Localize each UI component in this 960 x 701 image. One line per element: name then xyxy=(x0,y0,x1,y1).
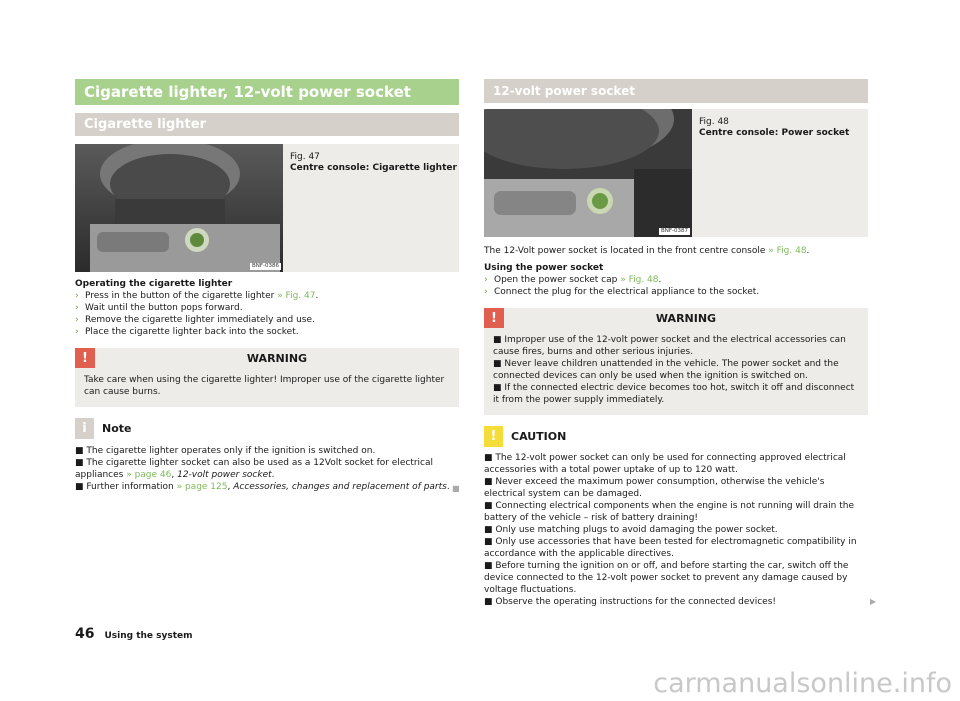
warning-icon: ! xyxy=(75,348,95,368)
warning-label: WARNING xyxy=(246,351,308,365)
chevron-icon: › xyxy=(75,303,79,313)
step-tail: . xyxy=(658,275,662,285)
note-item-3 xyxy=(75,481,459,493)
step-2 xyxy=(75,302,459,314)
caution-item: ■ Only use accessories that have been tested for electromagnetic compatibility in accordance with the applicable directives. xyxy=(484,537,857,559)
figure-48-number: Fig. 48 xyxy=(699,117,729,127)
figure-47-title: Centre console: Cigarette lighter xyxy=(290,163,457,173)
subsection-title-power-socket: 12-volt power socket xyxy=(484,79,868,103)
subsection-title-cigarette-lighter: Cigarette lighter xyxy=(75,113,459,136)
step-text: Connect the plug for the electrical appliance to the socket. xyxy=(494,287,760,297)
operating-heading: Operating the cigarette lighter xyxy=(75,279,233,289)
caution-item: ■ Connecting electrical components when the engine is not running will drain the battery of the vehicle – risk of battery draining! xyxy=(484,501,854,523)
warning-box-right xyxy=(484,308,868,415)
continue-arrow-icon: ▶ xyxy=(870,597,877,606)
warning-icon: ! xyxy=(484,308,504,328)
caution-item: ■ Never exceed the maximum power consumption, otherwise the vehicle's electrical system can be damaged. xyxy=(484,477,825,499)
figure-47 xyxy=(75,144,459,272)
note-italic: 12-volt power socket xyxy=(177,470,272,480)
left-column xyxy=(75,79,459,493)
fig-link[interactable]: » Fig. 48 xyxy=(768,246,807,256)
step-text: Press in the button of the cigarette lighter xyxy=(85,291,278,301)
chevron-icon: › xyxy=(75,315,79,325)
step-4 xyxy=(75,326,459,338)
page-link[interactable]: » page 125 xyxy=(176,482,228,492)
warning-item: ■ Never leave children unattended in the vehicle. The power socket and the connected devices can only be used when the ignition is switched on. xyxy=(493,359,839,381)
using-heading: Using the power socket xyxy=(484,263,604,273)
warning-list xyxy=(484,328,868,415)
note-label: Note xyxy=(102,421,132,435)
note-text: ■ Further information xyxy=(75,482,177,492)
right-column xyxy=(484,79,868,608)
note-text: ■ The cigarette lighter socket can also be used as a 12Volt socket for electrical appliances xyxy=(75,458,434,480)
chevron-icon: › xyxy=(484,275,488,285)
caution-item: ■ Before turning the ignition on or off, and before starting the car, switch off the device connected to the 12-volt power socket to prevent any damage caused by voltage fluctuations. xyxy=(484,561,849,595)
watermark: carmanualsonline.info xyxy=(653,668,952,699)
step-text: Place the cigarette lighter back into the socket. xyxy=(85,327,299,337)
figure-48-caption xyxy=(692,109,849,237)
figure-48-code: BNF-0387 xyxy=(660,228,688,234)
note-text: . xyxy=(446,482,450,492)
warning-text: Take care when using the cigarette lighter! Improper use of the cigarette lighter can cause burns. xyxy=(84,375,445,397)
step-tail: . xyxy=(315,291,319,301)
caution-label: CAUTION xyxy=(511,429,567,443)
warning-item: ■ Improper use of the 12-volt power socket and the electrical accessories can cause fires, burns and other serious injuries. xyxy=(493,335,846,357)
note-item-1: ■ The cigarette lighter operates only if the ignition is switched on. xyxy=(75,446,376,456)
operating-steps xyxy=(75,290,459,338)
intro-paragraph xyxy=(484,245,868,257)
chevron-icon: › xyxy=(75,291,79,301)
caution-item: ■ Observe the operating instructions for the connected devices! xyxy=(484,597,776,607)
section-title: Cigarette lighter, 12-volt power socket xyxy=(75,79,459,105)
fig-link[interactable]: » Fig. 48 xyxy=(620,275,659,285)
figure-48-image xyxy=(484,109,692,237)
chevron-icon: › xyxy=(75,327,79,337)
figure-47-image xyxy=(75,144,283,272)
intro-text: . xyxy=(806,246,810,256)
page-number: 46 xyxy=(75,626,95,642)
caution-icon: ! xyxy=(484,426,503,447)
step-1 xyxy=(75,290,459,302)
note-item-2 xyxy=(75,457,459,481)
chevron-icon: › xyxy=(484,287,488,297)
footer-section-title: Using the system xyxy=(104,631,193,641)
intro-text: The 12-Volt power socket is located in the front centre console xyxy=(484,246,769,256)
note-header xyxy=(75,417,459,439)
step-text: Open the power socket cap xyxy=(494,275,621,285)
figure-47-caption xyxy=(283,144,457,272)
step-1 xyxy=(484,274,868,286)
caution-item: ■ Only use matching plugs to avoid damaging the power socket. xyxy=(484,525,778,535)
step-3 xyxy=(75,314,459,326)
warning-label: WARNING xyxy=(655,311,717,325)
figure-48 xyxy=(484,109,868,237)
page-footer xyxy=(75,626,193,642)
info-icon: i xyxy=(75,418,94,439)
warning-item: ■ If the connected electric device becomes too hot, switch it off and disconnect it from the power supply immediately. xyxy=(493,383,855,405)
step-text: Wait until the button pops forward. xyxy=(85,303,243,313)
figure-48-title: Centre console: Power socket xyxy=(699,128,850,138)
page-link[interactable]: » page 46 xyxy=(126,470,172,480)
caution-header xyxy=(484,425,868,447)
figure-47-code: BNF-0386 xyxy=(251,263,279,269)
caution-list xyxy=(484,452,868,608)
caution-item: ■ The 12-volt power socket can only be used for connecting approved electrical accessories with a total power uptake of up to 120 watt. xyxy=(484,453,846,475)
note-text: , xyxy=(171,470,178,480)
note-text: , xyxy=(227,482,234,492)
step-2 xyxy=(484,286,868,298)
step-text: Remove the cigarette lighter immediately and use. xyxy=(85,315,315,325)
section-end-marker-icon: ■ xyxy=(452,484,460,493)
note-text: . xyxy=(271,470,275,480)
fig-link[interactable]: » Fig. 47 xyxy=(277,291,316,301)
note-italic: Accessories, changes and replacement of parts xyxy=(233,482,447,492)
warning-box-left xyxy=(75,348,459,407)
figure-47-number: Fig. 47 xyxy=(290,152,320,162)
